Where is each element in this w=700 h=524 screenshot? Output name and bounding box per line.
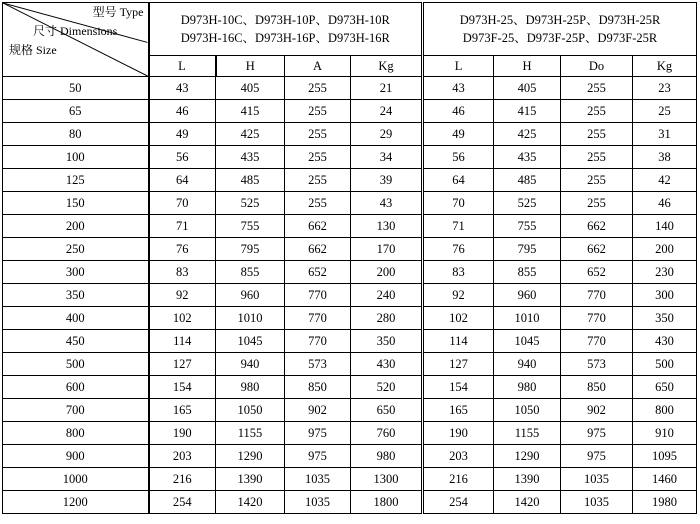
table-row [3,77,697,100]
cell-g2-kg: 1980 [633,491,697,514]
cell-g2-kg: 910 [633,422,697,445]
cell-g2-h: 435 [494,146,561,169]
cell-g1-a: 255 [285,100,351,123]
cell-g1-h: 425 [216,123,285,146]
cell-g1-h: 1420 [216,491,285,514]
col-header-g2-l: L [423,56,494,77]
cell-g2-kg: 300 [633,284,697,307]
cell-g1-kg: 170 [351,238,423,261]
cell-g1-h: 405 [216,77,285,100]
cell-g1-kg: 350 [351,330,423,353]
cell-g2-kg: 430 [633,330,697,353]
cell-g2-h: 1010 [494,307,561,330]
cell-g1-kg: 24 [351,100,423,123]
cell-g2-l: 102 [423,307,494,330]
cell-g1-h: 855 [216,261,285,284]
cell-size: 65 [3,100,149,123]
cell-g1-kg: 280 [351,307,423,330]
cell-g1-kg: 520 [351,376,423,399]
cell-g1-a: 573 [285,353,351,376]
cell-g1-l: 254 [149,491,216,514]
cell-g1-l: 64 [149,169,216,192]
cell-g2-do: 770 [561,330,633,353]
cell-g1-l: 92 [149,284,216,307]
cell-g2-kg: 25 [633,100,697,123]
cell-g2-h: 960 [494,284,561,307]
cell-g2-kg: 230 [633,261,697,284]
group-1-models-line-1: D973H-10C、D973H-10P、D973H-10R [180,13,390,27]
cell-g2-l: 154 [423,376,494,399]
cell-g1-l: 216 [149,468,216,491]
cell-size: 300 [3,261,149,284]
cell-g1-kg: 21 [351,77,423,100]
cell-g2-do: 652 [561,261,633,284]
cell-g2-h: 485 [494,169,561,192]
cell-g1-a: 1035 [285,491,351,514]
cell-g1-a: 255 [285,146,351,169]
size-label: 规格 Size [9,43,57,57]
cell-size: 700 [3,399,149,422]
cell-g2-do: 255 [561,123,633,146]
cell-g2-do: 662 [561,215,633,238]
cell-g2-kg: 46 [633,192,697,215]
cell-g1-h: 525 [216,192,285,215]
cell-g2-kg: 200 [633,238,697,261]
table-row [3,238,697,261]
cell-g1-h: 1045 [216,330,285,353]
cell-g2-h: 795 [494,238,561,261]
group-1-models [149,3,423,56]
table-row [3,146,697,169]
table-row [3,307,697,330]
cell-g1-l: 190 [149,422,216,445]
cell-g2-do: 255 [561,146,633,169]
cell-g1-l: 43 [149,77,216,100]
cell-g2-do: 902 [561,399,633,422]
table-row [3,192,697,215]
table-row [3,399,697,422]
cell-g1-l: 49 [149,123,216,146]
cell-g2-h: 940 [494,353,561,376]
corner-header-cell [3,3,149,77]
table-row [3,261,697,284]
cell-g1-l: 127 [149,353,216,376]
cell-g2-kg: 140 [633,215,697,238]
group-1-models-line-2: D973H-16C、D973H-16P、D973H-16R [180,31,390,45]
cell-g2-l: 216 [423,468,494,491]
cell-size: 100 [3,146,149,169]
cell-g2-h: 415 [494,100,561,123]
col-header-g2-kg: Kg [633,56,697,77]
cell-g1-kg: 39 [351,169,423,192]
group-2-models-line-1: D973H-25、D973H-25P、D973H-25R [459,13,661,27]
cell-g1-h: 1390 [216,468,285,491]
col-header-g1-h: H [216,56,285,77]
table-row [3,468,697,491]
table-row [3,445,697,468]
cell-g1-h: 795 [216,238,285,261]
group-header-row [3,3,697,56]
cell-g1-l: 102 [149,307,216,330]
cell-g2-l: 46 [423,100,494,123]
cell-size: 1200 [3,491,149,514]
cell-g2-h: 1290 [494,445,561,468]
cell-g2-kg: 31 [633,123,697,146]
cell-g2-h: 855 [494,261,561,284]
cell-g1-l: 165 [149,399,216,422]
cell-g1-a: 255 [285,77,351,100]
cell-g2-do: 255 [561,77,633,100]
cell-g2-do: 850 [561,376,633,399]
cell-g1-kg: 650 [351,399,423,422]
cell-size: 1000 [3,468,149,491]
col-header-g1-a: A [285,56,351,77]
cell-g2-l: 254 [423,491,494,514]
type-label: 型号 Type [92,5,144,19]
dimensions-label: 尺寸 Dimensions [33,24,118,38]
cell-g1-h: 1050 [216,399,285,422]
cell-g2-l: 71 [423,215,494,238]
cell-g2-l: 190 [423,422,494,445]
col-header-g1-kg: Kg [351,56,423,77]
cell-g2-l: 64 [423,169,494,192]
cell-g1-l: 70 [149,192,216,215]
cell-g1-a: 652 [285,261,351,284]
col-header-g2-do: Do [561,56,633,77]
cell-g2-l: 203 [423,445,494,468]
cell-g2-l: 76 [423,238,494,261]
cell-g2-kg: 800 [633,399,697,422]
cell-size: 125 [3,169,149,192]
cell-g2-do: 975 [561,422,633,445]
cell-g2-kg: 1095 [633,445,697,468]
cell-size: 150 [3,192,149,215]
cell-g1-l: 46 [149,100,216,123]
table-row [3,376,697,399]
cell-g1-h: 960 [216,284,285,307]
cell-size: 350 [3,284,149,307]
cell-g1-kg: 430 [351,353,423,376]
cell-g2-do: 255 [561,192,633,215]
cell-size: 450 [3,330,149,353]
cell-size: 600 [3,376,149,399]
cell-g2-l: 56 [423,146,494,169]
cell-g2-l: 92 [423,284,494,307]
cell-g1-a: 770 [285,284,351,307]
table-row [3,284,697,307]
cell-size: 500 [3,353,149,376]
cell-size: 900 [3,445,149,468]
cell-g2-h: 1045 [494,330,561,353]
cell-g1-a: 662 [285,215,351,238]
cell-g1-h: 1010 [216,307,285,330]
cell-g1-h: 755 [216,215,285,238]
cell-g1-l: 83 [149,261,216,284]
cell-g1-kg: 200 [351,261,423,284]
cell-g1-kg: 29 [351,123,423,146]
cell-g1-h: 1290 [216,445,285,468]
table-row [3,123,697,146]
cell-g2-l: 49 [423,123,494,146]
cell-g1-l: 203 [149,445,216,468]
cell-g2-h: 1155 [494,422,561,445]
cell-g2-l: 43 [423,77,494,100]
table-row [3,422,697,445]
cell-size: 50 [3,77,149,100]
dimension-spec-table [2,2,697,514]
cell-g2-kg: 23 [633,77,697,100]
table-body [3,77,697,514]
group-2-models [423,3,697,56]
cell-g2-h: 405 [494,77,561,100]
cell-g1-a: 975 [285,422,351,445]
cell-g1-h: 435 [216,146,285,169]
cell-g1-a: 255 [285,169,351,192]
cell-g1-a: 255 [285,192,351,215]
cell-size: 800 [3,422,149,445]
cell-g2-do: 1035 [561,491,633,514]
cell-g2-h: 1420 [494,491,561,514]
cell-g1-h: 980 [216,376,285,399]
group-2-models-line-2: D973F-25、D973F-25P、D973F-25R [462,31,658,45]
cell-g2-do: 662 [561,238,633,261]
cell-g2-do: 1035 [561,468,633,491]
cell-g1-h: 1155 [216,422,285,445]
cell-g2-l: 114 [423,330,494,353]
cell-g2-kg: 650 [633,376,697,399]
cell-g1-a: 770 [285,330,351,353]
cell-g2-kg: 1460 [633,468,697,491]
cell-g2-h: 755 [494,215,561,238]
cell-g2-do: 573 [561,353,633,376]
cell-g2-do: 975 [561,445,633,468]
cell-g2-kg: 350 [633,307,697,330]
cell-size: 250 [3,238,149,261]
cell-g1-h: 940 [216,353,285,376]
cell-g1-kg: 1800 [351,491,423,514]
cell-g2-h: 980 [494,376,561,399]
cell-g2-do: 770 [561,284,633,307]
cell-g1-kg: 43 [351,192,423,215]
cell-g1-a: 975 [285,445,351,468]
cell-g1-a: 255 [285,123,351,146]
cell-g2-h: 425 [494,123,561,146]
table-row [3,169,697,192]
cell-g1-l: 76 [149,238,216,261]
cell-g1-h: 415 [216,100,285,123]
col-header-g1-l: L [149,56,216,77]
cell-g2-l: 165 [423,399,494,422]
cell-g2-do: 255 [561,169,633,192]
cell-g1-kg: 980 [351,445,423,468]
cell-g1-kg: 34 [351,146,423,169]
cell-size: 200 [3,215,149,238]
table-row [3,353,697,376]
cell-g2-kg: 42 [633,169,697,192]
cell-g1-kg: 240 [351,284,423,307]
cell-g2-l: 127 [423,353,494,376]
cell-g1-l: 71 [149,215,216,238]
cell-g1-l: 114 [149,330,216,353]
cell-g2-h: 1050 [494,399,561,422]
cell-g1-kg: 130 [351,215,423,238]
table-row [3,100,697,123]
cell-g1-a: 770 [285,307,351,330]
cell-g1-a: 902 [285,399,351,422]
cell-g1-a: 1035 [285,468,351,491]
table-row [3,330,697,353]
cell-g1-a: 662 [285,238,351,261]
cell-g2-do: 770 [561,307,633,330]
cell-size: 80 [3,123,149,146]
table-row [3,215,697,238]
cell-g1-a: 850 [285,376,351,399]
cell-g1-l: 56 [149,146,216,169]
cell-g1-kg: 760 [351,422,423,445]
cell-g2-h: 1390 [494,468,561,491]
cell-g2-do: 255 [561,100,633,123]
col-header-g2-h: H [494,56,561,77]
cell-g2-l: 70 [423,192,494,215]
cell-g1-h: 485 [216,169,285,192]
table-row [3,491,697,514]
cell-g1-l: 154 [149,376,216,399]
cell-size: 400 [3,307,149,330]
cell-g2-l: 83 [423,261,494,284]
cell-g2-kg: 38 [633,146,697,169]
cell-g1-kg: 1300 [351,468,423,491]
cell-g2-h: 525 [494,192,561,215]
cell-g2-kg: 500 [633,353,697,376]
